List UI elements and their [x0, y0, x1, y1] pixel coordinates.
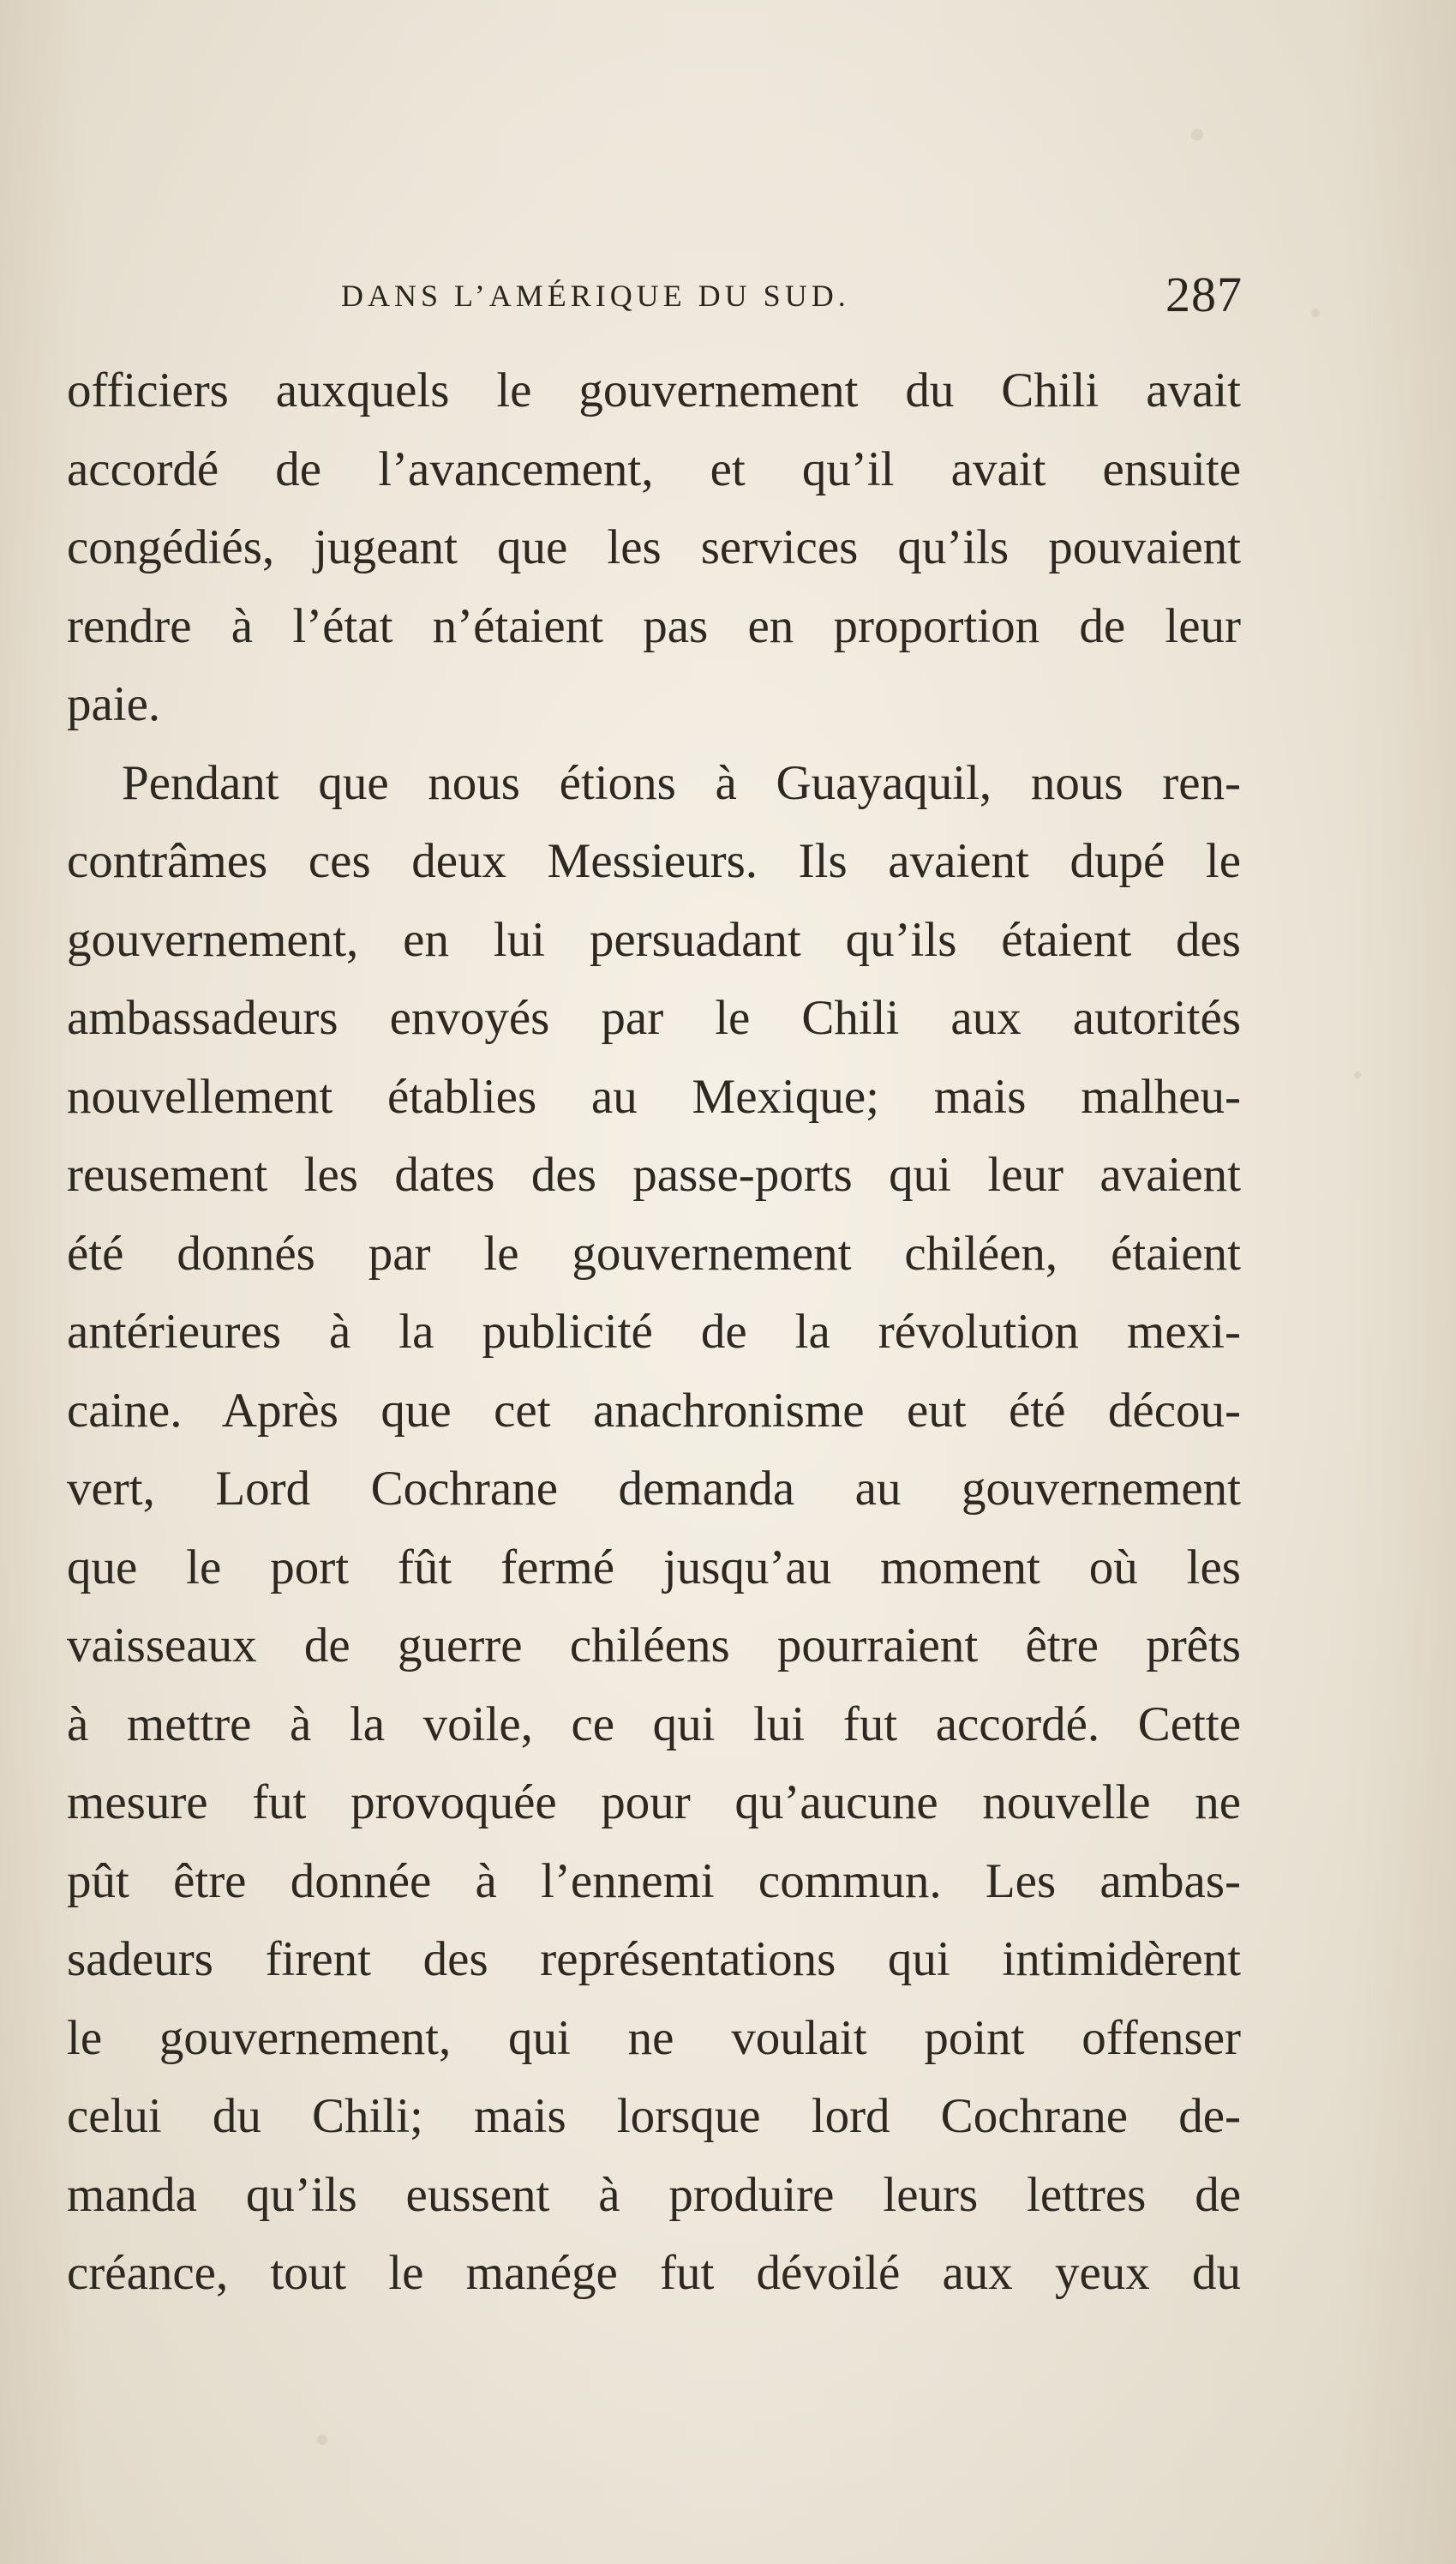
running-head: DANS L’AMÉRIQUE DU SUD.	[341, 279, 850, 313]
page-number: 287	[1165, 267, 1243, 322]
text-line: manda qu’ils eussent à produire leurs lettres de	[67, 2167, 1241, 2222]
page-header	[69, 267, 1243, 324]
text-line: Pendant que nous étions à Guayaquil, nous ren-	[122, 755, 1241, 810]
text-line: le gouvernement, qui ne voulait point offenser	[67, 2010, 1241, 2065]
text-line: caine. Après que cet anachronisme eut été décou-	[67, 1383, 1241, 1438]
text-line: gouvernement, en lui persuadant qu’ils étaient des	[67, 912, 1241, 967]
text-line: rendre à l’état n’étaient pas en proportion de leur	[67, 598, 1241, 653]
text-line: pût être donnée à l’ennemi commun. Les ambas-	[67, 1853, 1241, 1908]
foxing-spot	[1311, 309, 1320, 317]
foxing-spot	[317, 2435, 327, 2445]
text-line: accordé de l’avancement, et qu’il avait ensuite	[67, 441, 1241, 496]
text-line: reusement les dates des passe-ports qui leur avaient	[67, 1148, 1241, 1202]
text-line: celui du Chili; mais lorsque lord Cochrane de-	[67, 2089, 1241, 2143]
text-line: ambassadeurs envoyés par le Chili aux autorités	[67, 991, 1241, 1045]
text-line: officiers auxquels le gouvernement du Chili avait	[67, 363, 1241, 417]
text-line: vaisseaux de guerre chiléens pourraient être prêts	[67, 1618, 1241, 1672]
foxing-spot	[1191, 129, 1203, 141]
text-line: été donnés par le gouvernement chiléen, étaient	[67, 1226, 1241, 1281]
text-line: paie.	[67, 677, 161, 731]
text-line: à mettre à la voile, ce qui lui fut accordé. Cette	[67, 1696, 1241, 1751]
text-line: antérieures à la publicité de la révolution mexi-	[67, 1305, 1241, 1359]
text-line: que le port fût fermé jusqu’au moment où les	[67, 1540, 1241, 1594]
text-line: mesure fut provoquée pour qu’aucune nouvelle ne	[67, 1775, 1241, 1829]
text-line: congédiés, jugeant que les services qu’ils pouvaient	[67, 520, 1241, 574]
text-line: vert, Lord Cochrane demanda au gouvernement	[67, 1462, 1241, 1516]
foxing-spot	[1354, 1072, 1361, 1078]
text-line: sadeurs firent des représentations qui intimidèrent	[67, 1932, 1241, 1986]
text-line: contrâmes ces deux Messieurs. Ils avaient dupé le	[67, 834, 1241, 888]
text-line: créance, tout le manége fut dévoilé aux yeux du	[67, 2246, 1241, 2300]
body-text	[67, 351, 1241, 2313]
text-line: nouvellement établies au Mexique; mais malheu-	[67, 1069, 1241, 1124]
